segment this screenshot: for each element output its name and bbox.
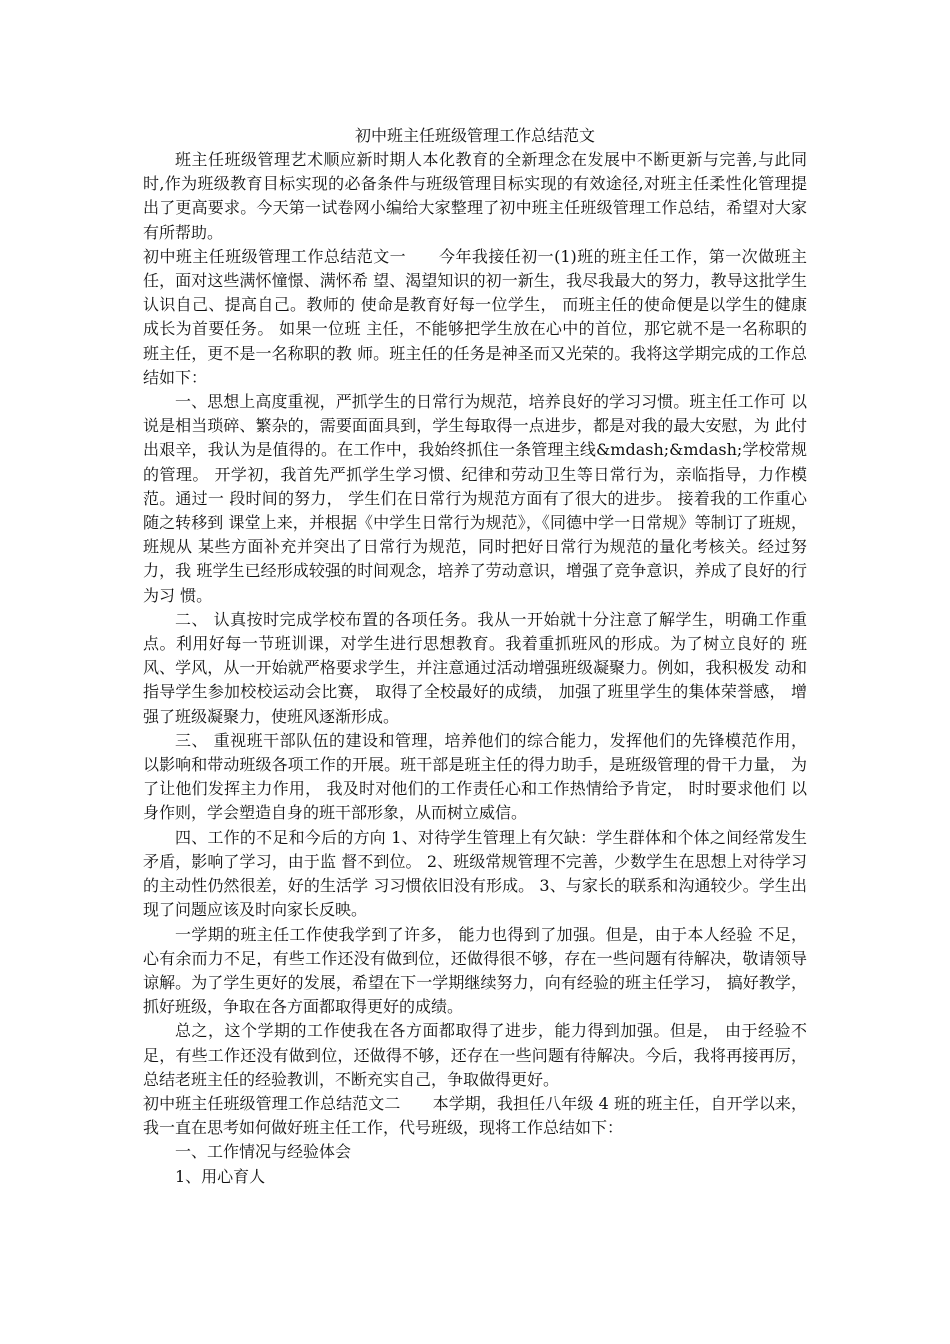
paragraph-point-three: 三、 重视班干部队伍的建设和管理，培养他们的综合能力，发挥他们的先锋模范作用， 以影响和带动班级各项工作的开展。班干部是班主任的得力助手，是班级管理的骨干力量， 为了让他们发挥主力作用， 我及时对他们的工作责任心和工作热情给予肯定， 时时要求他们 以身作则，学会塑造自身的班干部形象，从而树立威信。 [143,730,807,823]
document-title: 初中班主任班级管理工作总结范文 [354,126,595,145]
section-heading-work-situation: 一、工作情况与经验体会 [175,1142,352,1162]
paragraph-point-one: 一、思想上高度重视，严抓学生的日常行为规范，培养良好的学习习惯。班主任工作可 以说是相当琐碎、繁杂的，需要面面具到，学生每取得一点进步，都是对我的最大安慰，为 此付出艰辛，我认为是值得的。在工作中，我始终抓住一条管理主线&mdash;&mdash;学校常规的管理。 开学初，我首先严抓学生学习惯、纪律和劳动卫生等日常行为，亲临指导，力作模范。通过一 段时间的努力， 学生们在日常行为规范方面有了很大的进步。 接着我的工作重心随之转移到 课堂上来，并根据《中学生日常行为规范》，《同德中学一日常规》等制订了班规，班规从 某些方面补充并突出了日常行为规范，同时把好日常行为规范的量化考核关。经过努力，我 班学生已经形成较强的时间观念，培养了劳动意识，增强了竞争意识，养成了良好的行为习 惯。 [143,392,807,605]
paragraph-sample-one-intro: 初中班主任班级管理工作总结范文一 今年我接任初一(1)班的班主任工作，第一次做班主任，面对这些满怀憧憬、满怀希 望、渴望知识的初一新生，我尽我最大的努力，教导这批学生认识自己、提高自己。教师的 使命是教育好每一位学生， 而班主任的使命便是以学生的健康成长为首要任务。 如果一位班 主任，不能够把学生放在心中的首位，那它就不是一名称职的班主任，更不是一名称职的教 师。班主任的任务是神圣而又光荣的。我将这学期完成的工作总结如下： [143,246,807,387]
paragraph-point-two: 二、 认真按时完成学校布置的各项任务。我从一开始就十分注意了解学生，明确工作重点。利用好每一节班训课，对学生进行思想教育。我着重抓班风的形成。为了树立良好的 班风、学风，从一开始就严格要求学生，并注意通过活动增强班级凝聚力。例如，我积极发 动和指导学生参加校校运动会比赛， 取得了全校最好的成绩， 加强了班里学生的集体荣誉感， 增强了班级凝聚力，使班风逐渐形成。 [143,609,807,726]
paragraph-conclusion: 总之，这个学期的工作使我在各方面都取得了进步，能力得到加强。但是， 由于经验不足，有些工作还没有做到位，还做得不够，还存在一些问题有待解决。今后，我将再接再厉，总结老班主任的经验教训，不断充实自己，争取做得更好。 [143,1021,807,1089]
paragraph-intro: 班主任班级管理艺术顺应新时期人本化教育的全新理念在发展中不断更新与完善,与此同时,作为班级教育目标实现的必备条件与班级管理目标实现的有效途径,对班主任柔性化管理提出了更高要求。今天第一试卷网小编给大家整理了初中班主任班级管理工作总结，希望对大家有所帮助。 [143,150,807,242]
paragraph-reflection: 一学期的班主任工作使我学到了许多， 能力也得到了加强。但是，由于本人经验 不足，心有余而力不足，有些工作还没有做到位，还做得很不够，存在一些问题有待解决，敬请领导谅解。为了学生更好的发展，希望在下一学期继续努力，向有经验的班主任学习， 搞好教学，抓好班级，争取在各方面都取得更好的成绩。 [143,924,807,1017]
section-heading-educate-with-heart: 1、用心育人 [175,1166,266,1186]
paragraph-point-four: 四、工作的不足和今后的方向 1、对待学生管理上有欠缺：学生群体和个体之间经常发生矛盾，影响了学习，由于监 督不到位。 2、班级常规管理不完善，少数学生在思想上对待学习的主动性仍然很差，好的生活学 习习惯依旧没有形成。 3、与家长的联系和沟通较少。学生出现了问题应该及时向家长反映。 [143,827,807,920]
paragraph-sample-two-intro: 初中班主任班级管理工作总结范文二 本学期，我担任八年级 4 班的班主任，自开学以来，我一直在思考如何做好班主任工作，代号班级，现将工作总结如下： [143,1093,807,1138]
document-page [143,124,807,1189]
